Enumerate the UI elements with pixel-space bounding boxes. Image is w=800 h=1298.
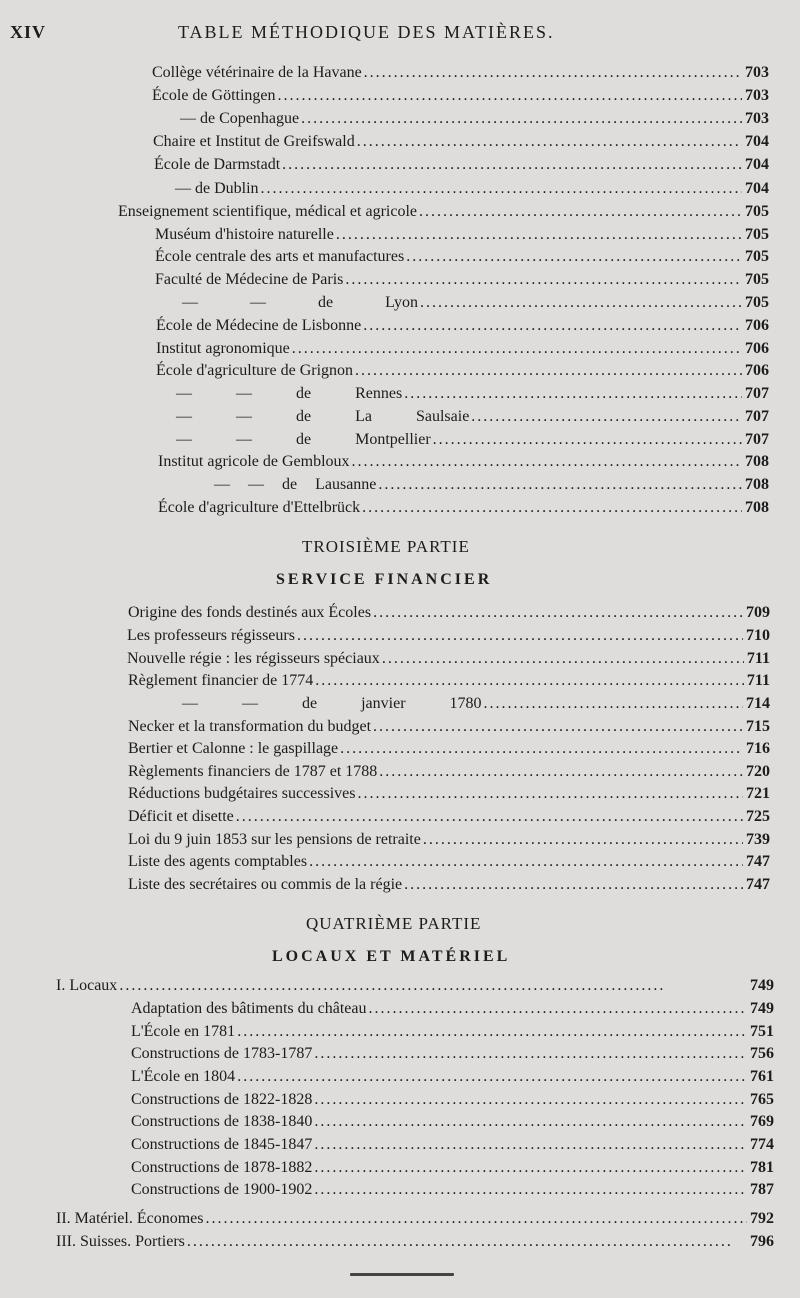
toc-entry: — — de Rennes . . . 707 — [176, 383, 769, 405]
toc-entry: — — de Lyon . . . 705 — [182, 292, 769, 314]
toc-entry: — — de Montpellier . . . 707 — [176, 429, 769, 451]
toc-entry: Réductions budgétaires successives . . . 721 — [128, 783, 770, 805]
toc-entry: L'École en 1781 . . . 751 — [131, 1021, 774, 1043]
toc-entry: École de Darmstadt . . . 704 — [154, 154, 769, 176]
toc-entry: Déficit et disette . . . 725 — [128, 806, 770, 828]
page-number: XIV — [10, 22, 47, 42]
part-title: TROISIÈME PARTIE — [302, 537, 470, 556]
toc-entry: École de Médecine de Lisbonne . . . 706 — [156, 315, 769, 337]
toc-entry: Constructions de 1822-1828 . . . 765 — [131, 1089, 774, 1111]
toc-entry: Chaire et Institut de Greifswald . . . 704 — [153, 131, 769, 153]
toc-entry: Liste des agents comptables . . . 747 — [128, 851, 770, 873]
toc-entry: Institut agricole de Gembloux . . . 708 — [158, 451, 769, 473]
toc-entry: III. Suisses. Portiers . . . 796 — [56, 1231, 774, 1253]
toc-entry: Muséum d'histoire naturelle . . . 705 — [155, 224, 769, 246]
toc-entry: — — de janvier 1780 . . . 714 — [182, 693, 770, 715]
toc-entry: Faculté de Médecine de Paris . . . 705 — [155, 269, 769, 291]
toc-entry: L'École en 1804 . . . 761 — [131, 1066, 774, 1088]
toc-entry: Constructions de 1900-1902 . . . 787 — [131, 1179, 774, 1201]
toc-entry: École centrale des arts et manufactures . . . 705 — [155, 246, 769, 268]
toc-entry: Liste des secrétaires ou commis de la régie . . . 747 — [128, 874, 770, 896]
toc-entry: — — de Lausanne . . . 708 — [214, 474, 769, 496]
toc-entry: Adaptation des bâtiments du château . . . 749 — [131, 998, 774, 1020]
toc-entry: Constructions de 1878-1882 . . . 781 — [131, 1157, 774, 1179]
toc-entry: Loi du 9 juin 1853 sur les pensions de retraite . . . 739 — [128, 829, 770, 851]
toc-entry: Collège vétérinaire de la Havane . . . 703 — [152, 62, 769, 84]
toc-entry: École d'agriculture d'Ettelbrück . . . 708 — [158, 497, 769, 519]
toc-entry: Necker et la transformation du budget . . . 715 — [128, 716, 770, 738]
section-title: SERVICE FINANCIER — [276, 571, 493, 588]
toc-entry: — — de La Saulsaie . . . 707 — [176, 406, 769, 428]
toc-entry: Enseignement scientifique, médical et agricole . . . 705 — [118, 201, 769, 223]
closing-rule — [350, 1273, 454, 1276]
section-title: LOCAUX ET MATÉRIEL — [272, 948, 511, 965]
toc-entry: Constructions de 1845-1847 . . . 774 — [131, 1134, 774, 1156]
toc-entry: Constructions de 1838-1840 . . . 769 — [131, 1111, 774, 1133]
toc-entry: Nouvelle régie : les régisseurs spéciaux . . . 711 — [127, 648, 770, 670]
toc-entry: Règlement financier de 1774 . . . 711 — [128, 670, 770, 692]
toc-entry: II. Matériel. Économes . . . 792 — [56, 1208, 774, 1230]
toc-entry: I. Locaux . . . 749 — [56, 975, 774, 997]
toc-entry: Bertier et Calonne : le gaspillage . . . 716 — [128, 738, 770, 760]
toc-entry: École d'agriculture de Grignon . . . 706 — [156, 360, 769, 382]
running-title: TABLE MÉTHODIQUE DES MATIÈRES. — [178, 22, 555, 42]
toc-entry: Constructions de 1783-1787 . . . 756 — [131, 1043, 774, 1065]
toc-entry: Institut agronomique . . . 706 — [156, 338, 769, 360]
toc-entry: — de Copenhague . . . 703 — [180, 108, 769, 130]
toc-entry: Règlements financiers de 1787 et 1788 . . . 720 — [128, 761, 770, 783]
toc-entry: Origine des fonds destinés aux Écoles . . . 709 — [128, 602, 770, 624]
toc-entry: Les professeurs régisseurs . . . 710 — [127, 625, 770, 647]
toc-entry: École de Göttingen . . . 703 — [152, 85, 769, 107]
part-title: QUATRIÈME PARTIE — [306, 914, 482, 933]
toc-entry: — de Dublin . . . 704 — [175, 178, 769, 200]
